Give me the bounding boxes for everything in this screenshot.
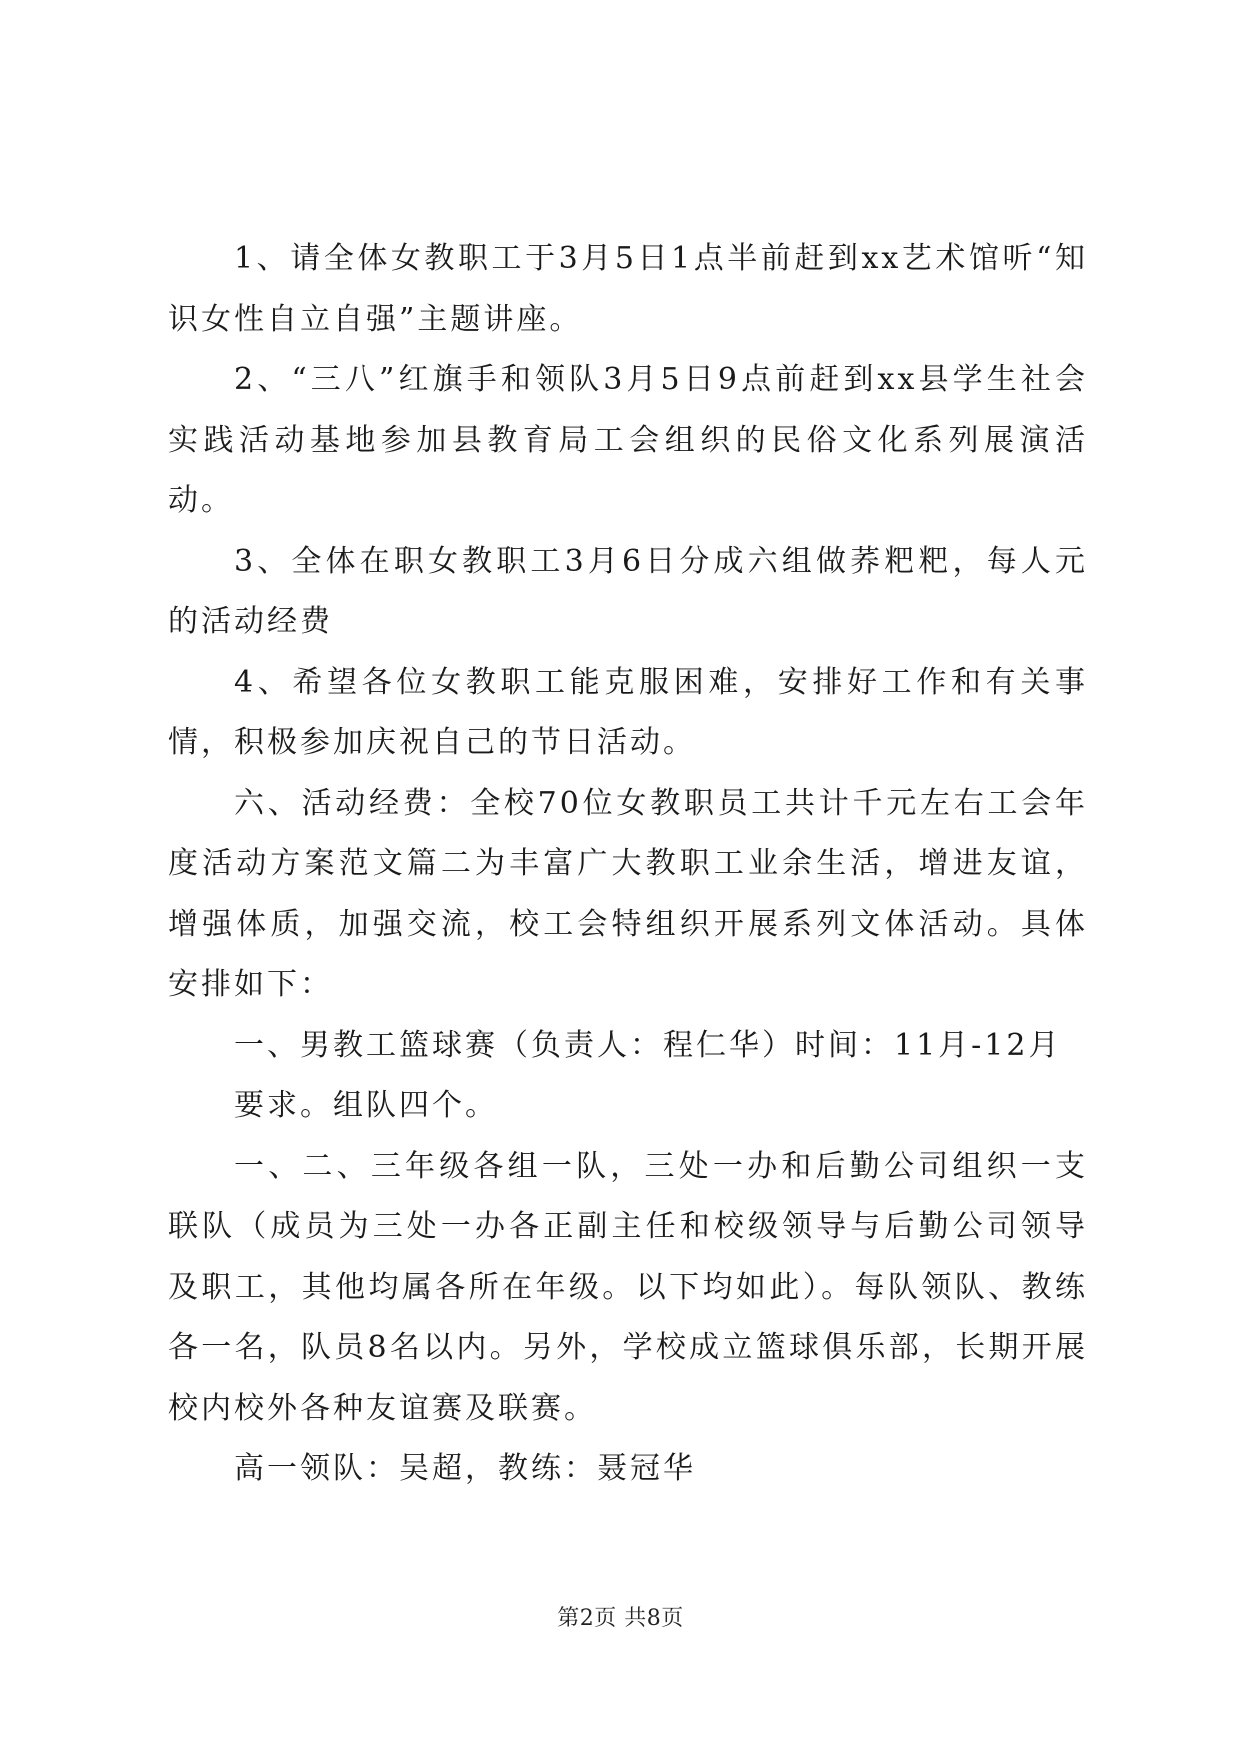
paragraph-team-requirement: 要求。组队四个。 [234,1088,498,1123]
paragraph-buckwheat-cakes: 3、全体在职女教职工3月6日分成六组做荞粑粑，每人元的活动经费 [168,543,1088,639]
paragraph-women-lecture: 1、请全体女教职工于3月5日1点半前赶到xx艺术馆听“知识女性自立自强”主题讲座。 [168,241,1088,337]
paragraph-activity-funding: 六、活动经费：全校70位女教职员工共计千元左右工会年度活动方案范文篇二为丰富广大教职工业余生活，增进友谊，增强体质，加强交流，校工会特组织开展系列文体活动。具体安排如下： [168,785,1088,1002]
paragraph-red-banner-activity: 2、“三八”红旗手和领队3月5日9点前赶到xx县学生社会实践活动基地参加县教育局工会组织的民俗文化系列展演活动。 [168,362,1088,518]
paragraph-grade-one-leaders: 高一领队：吴超，教练：聂冠华 [234,1451,696,1486]
paragraph-basketball-match: 一、男教工篮球赛（负责人：程仁华）时间：11月-12月 [234,1027,1062,1063]
page-number-footer: 第2页 共8页 [557,1606,684,1631]
document-body [168,229,1088,1500]
paragraph-participation-hope: 4、希望各位女教职工能克服困难，安排好工作和有关事情，积极参加庆祝自己的节日活动。 [168,664,1088,760]
paragraph-team-composition: 一、二、三年级各组一队，三处一办和后勤公司组织一支联队（成员为三处一办各正副主任和校级领导与后勤公司领导及职工，其他均属各所在年级。以下均如此）。每队领队、教练各一名，队员8名以内。另外，学校成立篮球俱乐部，长期开展校内校外各种友谊赛及联赛。 [168,1148,1088,1426]
